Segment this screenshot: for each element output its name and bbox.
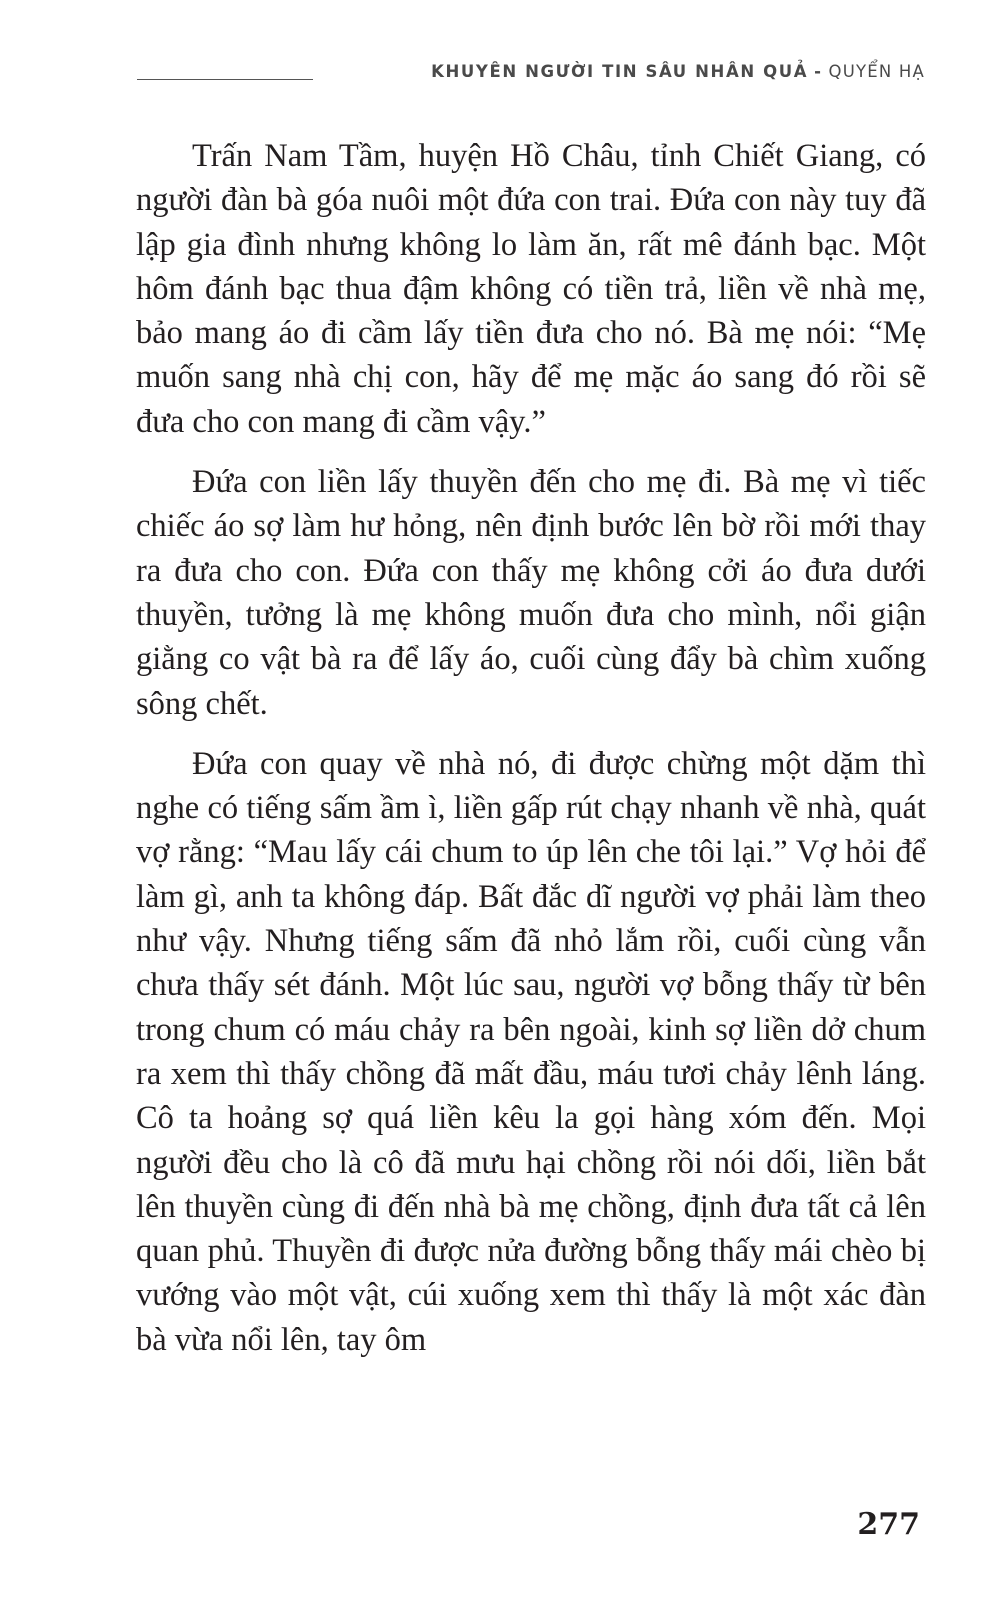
header-book-title: KHUYÊN NGƯỜI TIN SÂU NHÂN QUẢ xyxy=(431,62,809,81)
paragraph-1: Trấn Nam Tầm, huyện Hồ Châu, tỉnh Chiết Giang, có người đàn bà góa nuôi một đứa con trai. Đứa con này tuy đã lập gia đình nhưng không lo làm ăn, rất mê đánh bạc. Một hôm đánh bạc thua đậm không có tiền trả, liền về nhà mẹ, bảo mang áo đi cầm lấy tiền đưa cho nó. Bà mẹ nói: “Mẹ muốn sang nhà chị con, hãy để mẹ mặc áo sang đó rồi sẽ đưa cho con mang đi cầm vậy.” xyxy=(136,138,926,440)
header-separator: - xyxy=(814,62,823,81)
page-body xyxy=(136,134,926,1378)
paragraph-3: Đứa con quay về nhà nó, đi được chừng một dặm thì nghe có tiếng sấm ầm ì, liền gấp rút chạy nhanh về nhà, quát vợ rằng: “Mau lấy cái chum to úp lên che tôi lại.” Vợ hỏi để làm gì, anh ta không đáp. Bất đắc dĩ người vợ phải làm theo như vậy. Nhưng tiếng sấm đã nhỏ lắm rồi, cuối cùng vẫn chưa thấy sét đánh. Một lúc sau, người vợ bỗng thấy từ bên trong chum có máu chảy ra bên ngoài, kinh sợ liền dở chum ra xem thì thấy chồng đã mất đầu, máu tươi chảy lênh láng. Cô ta hoảng sợ quá liền kêu la gọi hàng xóm đến. Mọi người đều cho là cô đã mưu hại chồng rồi nói dối, liền bắt lên thuyền cùng đi đến nhà bà mẹ chồng, định đưa tất cả lên quan phủ. Thuyền đi được nửa đường bỗng thấy mái chèo bị vướng vào một vật, cúi xuống xem thì thấy là một xác đàn bà vừa nổi lên, tay ôm xyxy=(136,745,926,1358)
page-number: 277 xyxy=(857,1507,920,1542)
running-header xyxy=(137,58,925,88)
paragraph-2: Đứa con liền lấy thuyền đến cho mẹ đi. Bà mẹ vì tiếc chiếc áo sợ làm hư hỏng, nên định bước lên bờ rồi mới thay ra đưa cho con. Đứa con thấy mẹ không cởi áo đưa dưới thuyền, tưởng là mẹ không muốn đưa cho mình, nổi giận giằng co vật bà ra để lấy áo, cuối cùng đẩy bà chìm xuống sông chết. xyxy=(136,464,926,722)
header-volume: QUYỂN HẠ xyxy=(828,62,925,81)
header-rule xyxy=(137,79,313,80)
header-text xyxy=(431,62,925,81)
